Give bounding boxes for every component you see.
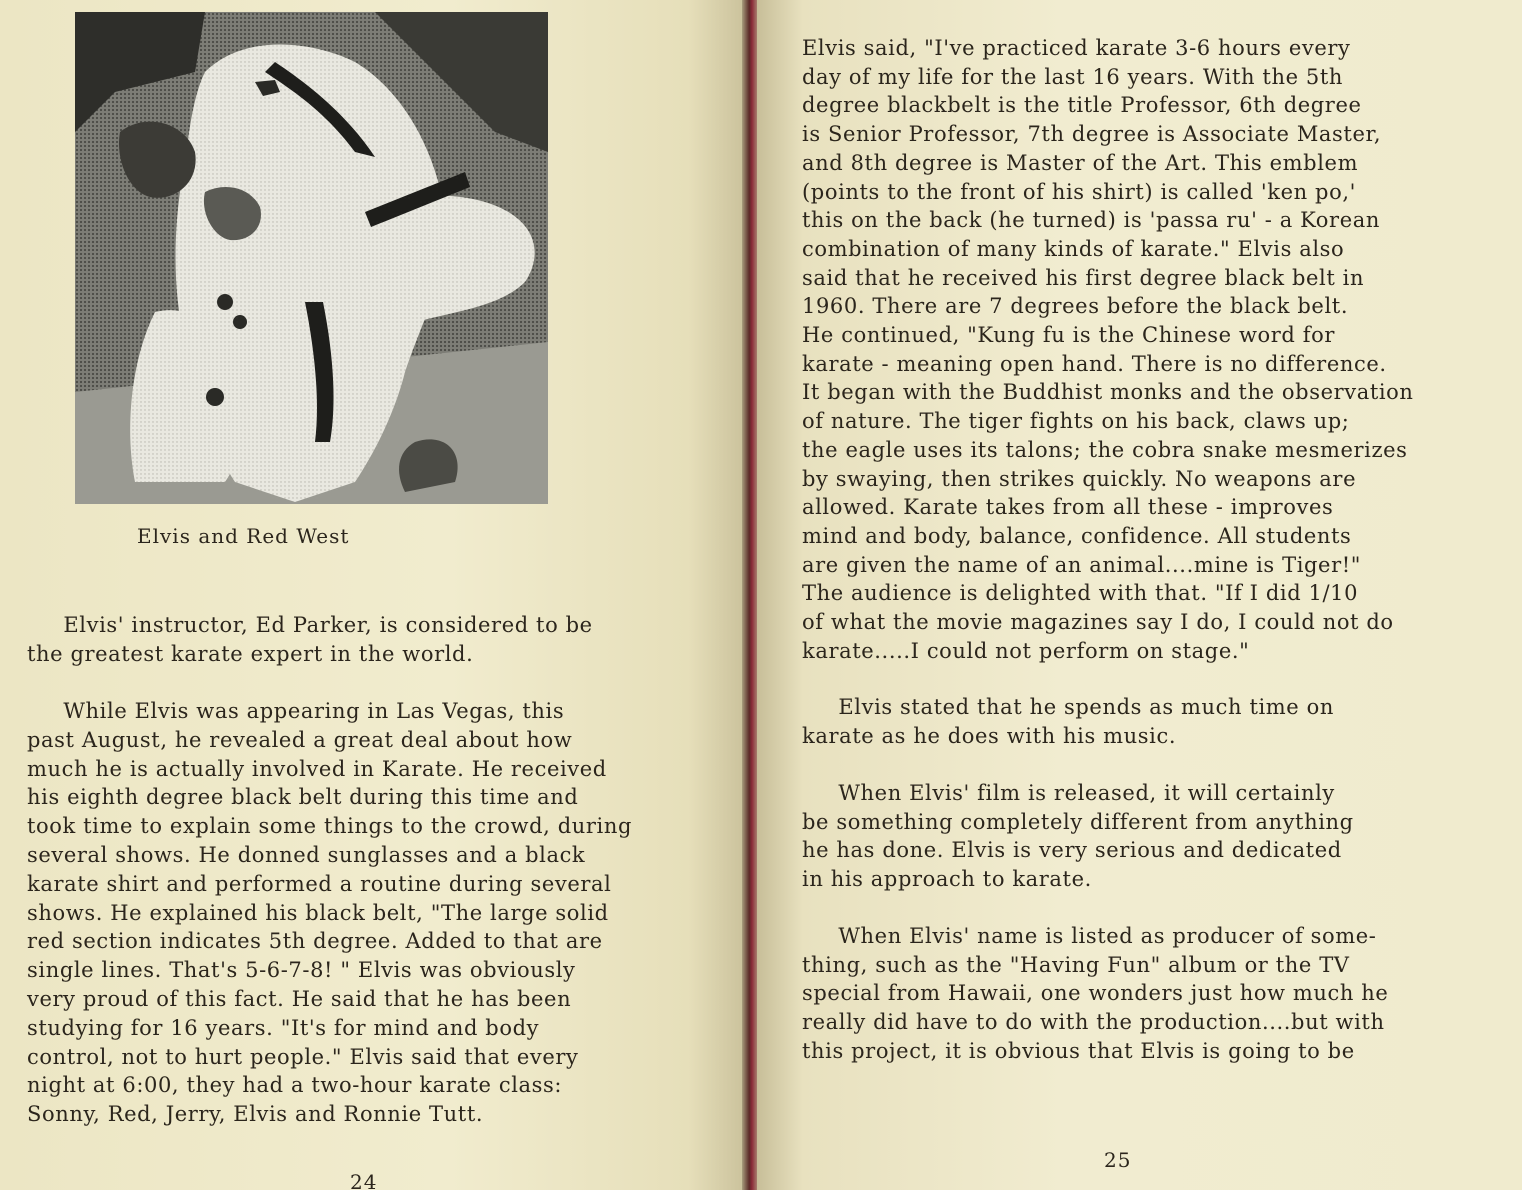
text-line: the greatest karate expert in the world. [27,641,474,666]
text-line: When Elvis' film is released, it will certainly [802,781,1335,805]
text-line: said that he received his first degree black belt in [802,265,1365,290]
paragraph [27,697,632,1129]
paragraph [802,779,1354,894]
text-line: past August, he revealed a great deal about how [27,727,573,752]
text-line: degree blackbelt is the title Professor, 6th degree [802,93,1362,118]
text-line: Elvis said, "I've practiced karate 3-6 hours every [802,36,1351,60]
text-line: night at 6:00, they had a two-hour karate class: [27,1073,563,1098]
text-line: Sonny, Red, Jerry, Elvis and Ronnie Tutt. [27,1102,484,1127]
text-line: of what the movie magazines say I do, I could not do [802,610,1394,635]
text-line: took time to explain some things to the crowd, during [27,814,632,839]
text-line: He continued, "Kung fu is the Chinese word for [802,323,1336,348]
text-line: and 8th degree is Master of the Art. This emblem [802,150,1359,175]
text-line: (points to the front of his shirt) is called 'ken po,' [802,179,1356,204]
text-line: his eighth degree black belt during this time and [27,785,579,810]
text-line: of nature. The tiger fights on his back, claws up; [802,409,1350,434]
text-line: control, not to hurt people." Elvis said that every [27,1044,579,1069]
page-number: 24 [350,1170,378,1190]
text-line: day of my life for the last 16 years. With the 5th [802,64,1344,89]
paragraph [27,611,593,669]
text-line: karate.....I could not perform on stage." [802,638,1250,663]
text-line: be something completely different from anything [802,809,1354,834]
text-line: It began with the Buddhist monks and the observation [802,380,1414,405]
text-line: this project, it is obvious that Elvis is going to be [802,1038,1355,1063]
text-line: karate as he does with his music. [802,723,1177,748]
text-line: karate - meaning open hand. There is no difference. [802,351,1387,376]
text-line: by swaying, then strikes quickly. No weapons are [802,466,1357,491]
text-line: he has done. Elvis is very serious and dedicated [802,838,1342,863]
paragraph [802,693,1334,750]
text-line: several shows. He donned sunglasses and a black [27,842,586,867]
text-line: are given the name of an animal....mine is Tiger!" [802,552,1362,577]
text-line: When Elvis' name is listed as producer of some- [802,924,1377,948]
text-line: single lines. That's 5-6-7-8! " Elvis was obviously [27,958,576,983]
text-line: thing, such as the "Having Fun" album or the TV [802,952,1350,977]
text-line: shows. He explained his black belt, "The large solid [27,900,609,925]
text-line: Elvis stated that he spends as much time on [802,695,1334,719]
text-line: in his approach to karate. [802,867,1092,892]
text-line: studying for 16 years. "It's for mind and body [27,1015,540,1040]
text-line: The audience is delighted with that. "If I did 1/10 [802,581,1359,606]
text-line: is Senior Professor, 7th degree is Associate Master, [802,122,1382,147]
text-line: red section indicates 5th degree. Added to that are [27,929,603,954]
text-line: really did have to do with the production....but with [802,1010,1385,1035]
text-line: Elvis' instructor, Ed Parker, is considered to be [27,613,593,637]
right-page [757,0,1522,1190]
text-line: the eagle uses its talons; the cobra snake mesmerizes [802,437,1408,462]
paragraph [802,922,1388,1066]
text-line: allowed. Karate takes from all these - improves [802,495,1334,520]
text-line: karate shirt and performed a routine during several [27,871,612,896]
text-line: this on the back (he turned) is 'passa ru' - a Korean [802,208,1380,233]
left-page [0,0,748,1190]
text-line: While Elvis was appearing in Las Vegas, this [27,699,565,723]
text-line: 1960. There are 7 degrees before the black belt. [802,294,1349,319]
page-number: 25 [1104,1148,1132,1172]
text-line: combination of many kinds of karate." Elvis also [802,236,1345,261]
text-line: special from Hawaii, one wonders just how much he [802,981,1389,1006]
paragraph [802,34,1414,665]
text-line: mind and body, balance, confidence. All students [802,523,1352,548]
text-line: much he is actually involved in Karate. He received [27,756,607,781]
text-line: very proud of this fact. He said that he has been [27,986,572,1011]
karate-photo [75,12,548,504]
photo-caption: Elvis and Red West [137,524,350,548]
